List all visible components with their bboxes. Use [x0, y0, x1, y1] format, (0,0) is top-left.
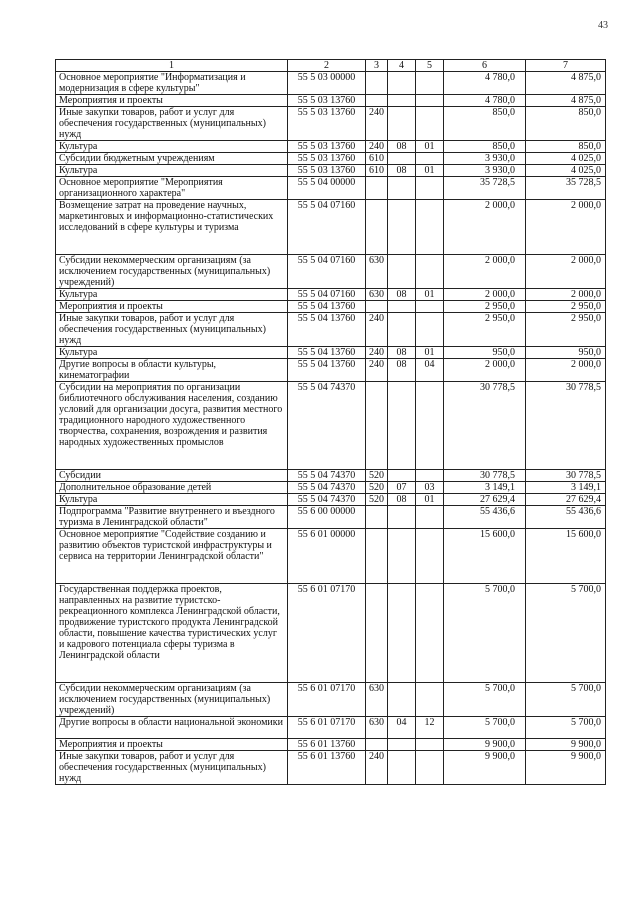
row-value-year1-cell: 30 778,5 [444, 382, 526, 470]
row-expense-type-cell [366, 584, 388, 683]
table-row [56, 359, 606, 382]
row-name-cell: Культура [56, 165, 288, 177]
row-section-cell [388, 382, 416, 470]
row-code-cell: 55 5 04 00000 [288, 177, 366, 200]
budget-table-container [55, 59, 605, 785]
row-code-cell: 55 6 01 00000 [288, 529, 366, 584]
row-name-cell: Субсидии на мероприятия по организации библиотечного обслуживания населения, созданию условий для организации досуга, развития местного традиционного народного художественного творчества, сохранения, возрождения и развития народных художественных промыслов [56, 382, 288, 470]
row-subsection-cell [416, 95, 444, 107]
row-section-cell [388, 153, 416, 165]
row-section-cell: 08 [388, 289, 416, 301]
row-expense-type-cell: 630 [366, 683, 388, 717]
row-value-year2-cell: 4 875,0 [526, 72, 606, 95]
row-section-cell [388, 301, 416, 313]
row-name-cell: Субсидии [56, 470, 288, 482]
row-section-cell [388, 255, 416, 289]
row-name-cell: Основное мероприятие "Мероприятия организационного характера" [56, 177, 288, 200]
row-subsection-cell [416, 153, 444, 165]
row-code-cell: 55 5 03 13760 [288, 141, 366, 153]
row-section-cell [388, 470, 416, 482]
row-name-cell: Подпрограмма "Развитие внутреннего и въездного туризма в Ленинградской области" [56, 506, 288, 529]
row-value-year1-cell: 15 600,0 [444, 529, 526, 584]
row-value-year1-cell: 4 780,0 [444, 72, 526, 95]
row-subsection-cell [416, 313, 444, 347]
row-subsection-cell [416, 470, 444, 482]
row-code-cell: 55 5 04 13760 [288, 347, 366, 359]
table-row [56, 141, 606, 153]
row-value-year2-cell: 950,0 [526, 347, 606, 359]
row-code-cell: 55 6 01 13760 [288, 739, 366, 751]
row-section-cell [388, 313, 416, 347]
row-expense-type-cell [366, 95, 388, 107]
page-number: 43 [598, 20, 608, 31]
row-code-cell: 55 5 04 13760 [288, 313, 366, 347]
row-expense-type-cell: 240 [366, 359, 388, 382]
row-expense-type-cell: 240 [366, 141, 388, 153]
table-row [56, 382, 606, 470]
row-expense-type-cell: 520 [366, 494, 388, 506]
table-row [56, 153, 606, 165]
table-row [56, 751, 606, 785]
row-name-cell: Иные закупки товаров, работ и услуг для обеспечения государственных (муниципальных) нужд [56, 107, 288, 141]
row-section-cell: 08 [388, 141, 416, 153]
row-section-cell: 08 [388, 165, 416, 177]
row-value-year1-cell: 850,0 [444, 141, 526, 153]
row-value-year2-cell: 2 000,0 [526, 359, 606, 382]
row-section-cell: 08 [388, 359, 416, 382]
row-code-cell: 55 6 01 13760 [288, 751, 366, 785]
row-name-cell: Мероприятия и проекты [56, 739, 288, 751]
row-value-year1-cell: 2 000,0 [444, 255, 526, 289]
table-row [56, 739, 606, 751]
row-subsection-cell: 01 [416, 289, 444, 301]
row-subsection-cell [416, 107, 444, 141]
row-section-cell: 07 [388, 482, 416, 494]
row-expense-type-cell: 630 [366, 289, 388, 301]
row-section-cell [388, 200, 416, 255]
row-subsection-cell [416, 200, 444, 255]
row-section-cell [388, 177, 416, 200]
table-row [56, 165, 606, 177]
row-name-cell: Мероприятия и проекты [56, 95, 288, 107]
row-value-year2-cell: 2 950,0 [526, 301, 606, 313]
row-value-year2-cell: 15 600,0 [526, 529, 606, 584]
row-expense-type-cell: 520 [366, 482, 388, 494]
row-section-cell [388, 506, 416, 529]
row-name-cell: Культура [56, 289, 288, 301]
row-name-cell: Основное мероприятие "Содействие созданию и развитию объектов туристской инфраструктуры и сервиса на территории Ленинградской области" [56, 529, 288, 584]
table-row [56, 717, 606, 739]
row-value-year2-cell: 4 025,0 [526, 165, 606, 177]
row-name-cell: Иные закупки товаров, работ и услуг для обеспечения государственных (муниципальных) нужд [56, 313, 288, 347]
row-expense-type-cell: 240 [366, 107, 388, 141]
row-value-year2-cell: 5 700,0 [526, 717, 606, 739]
row-expense-type-cell [366, 200, 388, 255]
row-code-cell: 55 5 04 13760 [288, 359, 366, 382]
row-expense-type-cell [366, 739, 388, 751]
row-section-cell: 08 [388, 347, 416, 359]
row-value-year2-cell: 5 700,0 [526, 584, 606, 683]
row-subsection-cell: 01 [416, 141, 444, 153]
row-section-cell: 08 [388, 494, 416, 506]
row-subsection-cell: 01 [416, 347, 444, 359]
table-row [56, 95, 606, 107]
row-value-year1-cell: 3 149,1 [444, 482, 526, 494]
row-section-cell [388, 751, 416, 785]
row-value-year2-cell: 4 025,0 [526, 153, 606, 165]
row-expense-type-cell: 520 [366, 470, 388, 482]
row-subsection-cell [416, 584, 444, 683]
row-name-cell: Другие вопросы в области культуры, кинематографии [56, 359, 288, 382]
header-col-3: 3 [366, 60, 388, 72]
table-row [56, 200, 606, 255]
row-value-year2-cell: 2 950,0 [526, 313, 606, 347]
table-row [56, 72, 606, 95]
row-code-cell: 55 5 04 07160 [288, 255, 366, 289]
row-value-year2-cell: 30 778,5 [526, 470, 606, 482]
table-row [56, 584, 606, 683]
row-value-year1-cell: 2 950,0 [444, 301, 526, 313]
header-col-5: 5 [416, 60, 444, 72]
row-expense-type-cell [366, 382, 388, 470]
row-code-cell: 55 5 04 74370 [288, 470, 366, 482]
row-code-cell: 55 6 01 07170 [288, 683, 366, 717]
header-col-2: 2 [288, 60, 366, 72]
header-col-6: 6 [444, 60, 526, 72]
table-row [56, 255, 606, 289]
row-value-year2-cell: 2 000,0 [526, 200, 606, 255]
row-code-cell: 55 5 03 13760 [288, 107, 366, 141]
row-value-year2-cell: 9 900,0 [526, 751, 606, 785]
row-code-cell: 55 5 04 13760 [288, 301, 366, 313]
row-section-cell [388, 739, 416, 751]
row-value-year2-cell: 30 778,5 [526, 382, 606, 470]
row-expense-type-cell [366, 177, 388, 200]
row-expense-type-cell: 610 [366, 153, 388, 165]
row-value-year1-cell: 30 778,5 [444, 470, 526, 482]
row-subsection-cell: 03 [416, 482, 444, 494]
row-value-year2-cell: 35 728,5 [526, 177, 606, 200]
table-row [56, 506, 606, 529]
row-value-year2-cell: 3 149,1 [526, 482, 606, 494]
row-subsection-cell [416, 177, 444, 200]
row-value-year2-cell: 850,0 [526, 107, 606, 141]
row-name-cell: Субсидии некоммерческим организациям (за исключением государственных (муниципальных) учреждений) [56, 255, 288, 289]
header-col-7: 7 [526, 60, 606, 72]
row-value-year2-cell: 55 436,6 [526, 506, 606, 529]
row-name-cell: Субсидии некоммерческим организациям (за исключением государственных (муниципальных) учреждений) [56, 683, 288, 717]
row-code-cell: 55 5 04 74370 [288, 494, 366, 506]
row-code-cell: 55 5 03 13760 [288, 153, 366, 165]
row-value-year1-cell: 950,0 [444, 347, 526, 359]
row-expense-type-cell [366, 72, 388, 95]
row-value-year1-cell: 850,0 [444, 107, 526, 141]
header-row [56, 60, 606, 72]
row-code-cell: 55 5 04 74370 [288, 382, 366, 470]
row-value-year2-cell: 2 000,0 [526, 289, 606, 301]
row-value-year1-cell: 3 930,0 [444, 153, 526, 165]
row-subsection-cell [416, 529, 444, 584]
table-row [56, 347, 606, 359]
row-expense-type-cell: 240 [366, 347, 388, 359]
row-code-cell: 55 6 00 00000 [288, 506, 366, 529]
row-value-year1-cell: 3 930,0 [444, 165, 526, 177]
row-subsection-cell [416, 739, 444, 751]
row-expense-type-cell [366, 301, 388, 313]
table-row [56, 482, 606, 494]
row-subsection-cell [416, 506, 444, 529]
table-row [56, 683, 606, 717]
table-row [56, 289, 606, 301]
row-value-year1-cell: 27 629,4 [444, 494, 526, 506]
row-code-cell: 55 6 01 07170 [288, 717, 366, 739]
row-subsection-cell: 12 [416, 717, 444, 739]
row-expense-type-cell: 630 [366, 255, 388, 289]
table-row [56, 470, 606, 482]
row-value-year1-cell: 5 700,0 [444, 717, 526, 739]
row-code-cell: 55 5 04 74370 [288, 482, 366, 494]
row-expense-type-cell: 610 [366, 165, 388, 177]
header-col-4: 4 [388, 60, 416, 72]
table-row [56, 313, 606, 347]
row-name-cell: Государственная поддержка проектов, направленных на развитие туристско-рекреационного комплекса Ленинградской области, продвижение туристского продукта Ленинградской области, повышение качества туристических услуг и кадрового потенциала сферы туризма в Ленинградской области [56, 584, 288, 683]
header-col-1: 1 [56, 60, 288, 72]
row-name-cell: Основное мероприятие "Информатизация и модернизация в сфере культуры" [56, 72, 288, 95]
row-name-cell: Мероприятия и проекты [56, 301, 288, 313]
row-name-cell: Культура [56, 347, 288, 359]
row-value-year1-cell: 4 780,0 [444, 95, 526, 107]
row-expense-type-cell: 630 [366, 717, 388, 739]
row-code-cell: 55 5 03 00000 [288, 72, 366, 95]
row-value-year2-cell: 9 900,0 [526, 739, 606, 751]
row-expense-type-cell: 240 [366, 313, 388, 347]
table-row [56, 177, 606, 200]
row-expense-type-cell [366, 529, 388, 584]
row-subsection-cell: 04 [416, 359, 444, 382]
row-subsection-cell [416, 301, 444, 313]
row-code-cell: 55 5 03 13760 [288, 165, 366, 177]
row-expense-type-cell: 240 [366, 751, 388, 785]
row-name-cell: Иные закупки товаров, работ и услуг для обеспечения государственных (муниципальных) нужд [56, 751, 288, 785]
table-header [56, 60, 606, 72]
row-value-year1-cell: 55 436,6 [444, 506, 526, 529]
row-value-year2-cell: 850,0 [526, 141, 606, 153]
row-value-year1-cell: 2 000,0 [444, 289, 526, 301]
table-row [56, 107, 606, 141]
row-section-cell [388, 529, 416, 584]
table-row [56, 529, 606, 584]
row-subsection-cell [416, 751, 444, 785]
row-section-cell [388, 584, 416, 683]
row-value-year1-cell: 2 000,0 [444, 359, 526, 382]
row-value-year1-cell: 2 950,0 [444, 313, 526, 347]
row-section-cell: 04 [388, 717, 416, 739]
row-name-cell: Другие вопросы в области национальной экономики [56, 717, 288, 739]
row-code-cell: 55 5 04 07160 [288, 200, 366, 255]
row-subsection-cell [416, 72, 444, 95]
row-subsection-cell [416, 255, 444, 289]
row-subsection-cell: 01 [416, 494, 444, 506]
row-section-cell [388, 107, 416, 141]
row-subsection-cell [416, 382, 444, 470]
row-section-cell [388, 683, 416, 717]
row-value-year1-cell: 35 728,5 [444, 177, 526, 200]
row-section-cell [388, 72, 416, 95]
row-name-cell: Культура [56, 141, 288, 153]
row-value-year1-cell: 9 900,0 [444, 751, 526, 785]
row-code-cell: 55 6 01 07170 [288, 584, 366, 683]
table-row [56, 301, 606, 313]
row-value-year2-cell: 4 875,0 [526, 95, 606, 107]
row-expense-type-cell [366, 506, 388, 529]
row-subsection-cell: 01 [416, 165, 444, 177]
row-code-cell: 55 5 04 07160 [288, 289, 366, 301]
row-code-cell: 55 5 03 13760 [288, 95, 366, 107]
budget-table [55, 59, 606, 785]
row-name-cell: Субсидии бюджетным учреждениям [56, 153, 288, 165]
row-value-year1-cell: 5 700,0 [444, 584, 526, 683]
row-value-year1-cell: 2 000,0 [444, 200, 526, 255]
row-value-year2-cell: 5 700,0 [526, 683, 606, 717]
row-name-cell: Возмещение затрат на проведение научных, маркетинговых и информационно-статистических исследований в сфере культуры и туризма [56, 200, 288, 255]
row-name-cell: Культура [56, 494, 288, 506]
row-value-year2-cell: 2 000,0 [526, 255, 606, 289]
row-name-cell: Дополнительное образование детей [56, 482, 288, 494]
row-value-year1-cell: 5 700,0 [444, 683, 526, 717]
row-value-year1-cell: 9 900,0 [444, 739, 526, 751]
table-body [56, 72, 606, 785]
table-row [56, 494, 606, 506]
row-value-year2-cell: 27 629,4 [526, 494, 606, 506]
row-subsection-cell [416, 683, 444, 717]
row-section-cell [388, 95, 416, 107]
